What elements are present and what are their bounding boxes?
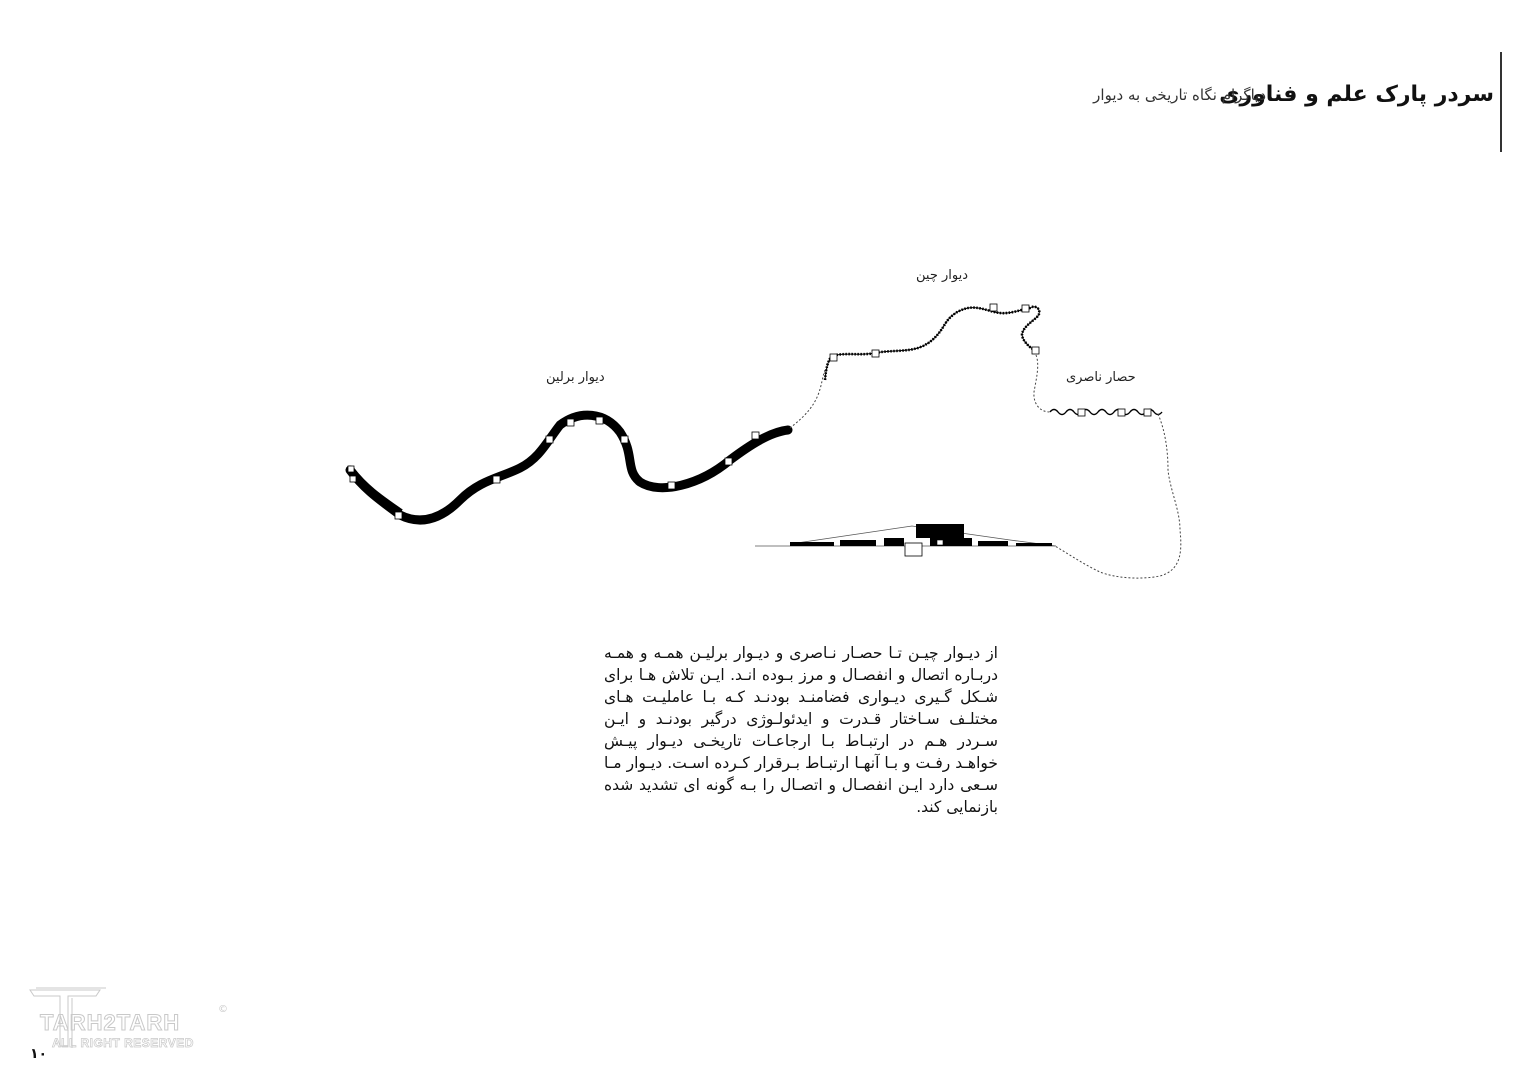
berlin-gate bbox=[348, 466, 354, 472]
naseri-gate bbox=[1078, 409, 1085, 416]
label-china-wall: دیوار چین bbox=[916, 268, 968, 283]
gate-block bbox=[790, 542, 834, 546]
china-tower bbox=[872, 350, 879, 357]
header-title: سردر پارک علم و فناوری bbox=[1219, 82, 1494, 107]
dotted-connector-china-naseri bbox=[1034, 355, 1050, 412]
label-naseri-fence: حصار ناصری bbox=[1066, 370, 1136, 385]
china-wall bbox=[825, 307, 1039, 380]
label-berlin-wall: دیوار برلین bbox=[546, 370, 605, 385]
naseri-gate bbox=[1144, 409, 1151, 416]
gate-section bbox=[755, 524, 1056, 556]
berlin-gate bbox=[546, 436, 553, 443]
gate-tower bbox=[916, 524, 964, 538]
berlin-gate bbox=[596, 417, 603, 424]
berlin-gate bbox=[752, 432, 759, 439]
berlin-gate bbox=[350, 476, 356, 482]
logo-wordmark: TARH2TARH bbox=[40, 1010, 181, 1035]
berlin-gate bbox=[395, 512, 402, 519]
berlin-gate bbox=[493, 476, 500, 483]
gate-block bbox=[1016, 543, 1052, 546]
berlin-wall-band bbox=[350, 415, 788, 520]
berlin-gate bbox=[668, 482, 675, 489]
berlin-gate bbox=[621, 436, 628, 443]
header-subtitle: دیاگرام نگاه تاریخی به دیوار bbox=[1093, 86, 1266, 104]
gate-block bbox=[884, 538, 904, 546]
gate-opening bbox=[905, 543, 922, 556]
dotted-connector-berlin-china bbox=[790, 370, 825, 428]
gate-opening-small bbox=[937, 540, 943, 545]
china-tower bbox=[1022, 305, 1029, 312]
gate-block bbox=[930, 538, 972, 546]
china-tower bbox=[990, 304, 997, 311]
china-tower bbox=[830, 354, 837, 361]
china-wall-core bbox=[825, 307, 1039, 380]
berlin-gate bbox=[725, 458, 732, 465]
description-paragraph: از دیـوار چیـن تـا حصـار نـاصری و دیـوار برلیـن همـه و همـه دربـاره اتصال و انفصـال و مرز بـوده انـد. ایـن تلاش هـا برای شـکل گـیری دیـواری فضامنـد بودنـد کـه بـا عاملیـت هـای مختلـف سـاختار قـدرت و ایدئولـوژی درگیر بودنـد و ایـن سـردر هـم در ارتبـاط بـا ارجاعـات تاریخـی دیـوار پیـش خواهـد رفـت و بـا آنهـا ارتبـاط بـرقرار کـرده اسـت. دیـوار مـا سـعی دارد ایـن انفصـال و اتصـال را بـه گونه ای تشدید شده بازنمایی کند. bbox=[604, 644, 998, 816]
berlin-gate bbox=[567, 419, 574, 426]
dotted-connector-naseri-gate bbox=[1055, 414, 1181, 578]
logo-tagline: ALL RIGHT RESERVED bbox=[52, 1036, 194, 1050]
berlin-wall-inner bbox=[352, 470, 401, 512]
gate-block bbox=[840, 540, 876, 546]
logo-copyright: © bbox=[218, 1004, 228, 1015]
naseri-gate bbox=[1118, 409, 1125, 416]
gate-block bbox=[978, 541, 1008, 546]
page-number: ۱۰ bbox=[30, 1046, 48, 1062]
china-tower bbox=[1032, 347, 1039, 354]
